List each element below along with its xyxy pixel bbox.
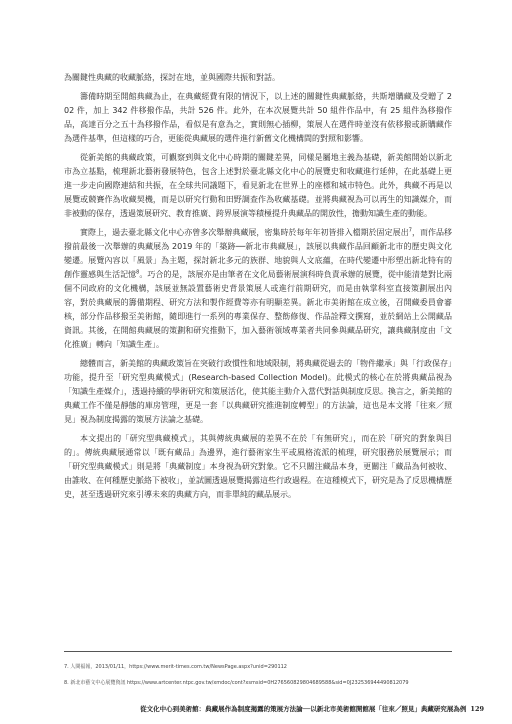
paragraph-4-part-c: 。巧合的是，該展亦是由筆者在文化局藝術展演科時負責承辦的展覽，從中能清楚對比兩個不同政府的文化機構，該展並無設置藝術史背景策展人或進行前期研究，而是由執掌科室直接策劃展出內容，對於典藏展的籌備期程、研究方法和製作經費等亦有明顯差異。新北市美術館在成立後，召開藏委員會審核，部分作品移撥至美術館，隨即進行一系列的專業保存、整飭修復、作品詮釋文撰寫，並於網站上公開藏品資訊。其後，在開館典藏展的策劃和研究推動下，加入藝術領域專業者共同參與藏品研究，讓典藏制度由「文化推廣」轉向「知識生產」。 bbox=[64, 270, 452, 349]
paragraph-3: 從新美館的典藏政策，可觀察到與文化中心時期的關鍵差異，同樣是屬地主義為基礎，新美館開始以新北市為立基點，梳理新北藝術發展特色，包含上述對於臺北縣文化中心的展覽史和收藏進行延伸，在此基礎上更進一步走向國際連結和共振，在全球共同議題下，看見新北在世界上的座標和城市特色。此外，典藏不再是以展覽或競賽作為收藏契機，而是以研究行動和田野調查作為收藏基礎。並將典藏視為可以再生的知識媒介，而非被動的保存，透過策展研究、教育推廣、跨界展演等積極提升典藏品的開放性，擔動知識生產的動能。 bbox=[64, 153, 452, 218]
paragraph-5: 總體而言，新美館的典藏政策旨在突破行政慣性和地域限制，將典藏從過去的「物件繼承」與「行政保存」功能，提升至「研究型典藏模式」(Research-based Collection Model)。此模式的核心在於將典藏品視為「知識生產媒介」，透過持續的學術研究和策展活化，使其能主動介入當代對話與制度反思。換言之，新美館的典藏工作不僅是靜態的庫房管理，更是一套「以典藏研究推進制度轉型」的方法論，這也是本文將「往來／照見」視為制度揭露的策展方法論之基礎。 bbox=[64, 359, 452, 424]
paragraph-4-part-b: ，而作品移撥前最後一次舉辦的典藏展為 2019 年的「築跡──新北市典藏展」，該展以典藏作品回顧新北市的歷史與文化變遷。展覽內容以「風景」為主題，探討新北多元的族群、地貌與人文底蘊，在時代變遷中形塑出新北特有的創作靈感與生活記憶 bbox=[64, 228, 453, 279]
paragraph-6: 本文提出的「研究型典藏模式」，其與傳統典藏展的差異不在於「有無研究」，而在於「研究的對象與目的」。傳統典藏展通常以「既有藏品」為邊界，進行藝術家生平或風格流派的梳理，研究服務於展覽展示；而「研究型典藏模式」則是將「典藏制度」本身視為研究對象。它不只關注藏品本身，更關注「藏品為何被收、由誰收、在何種歷史脈絡下被收」，並試圖透過展覽揭露這些行政過程。在這種模式下，研究是為了反思機構歷史，甚至透過研究來引導未來的典藏方向，而非單純的藏品展示。 bbox=[64, 434, 452, 499]
paragraph-4-part-a: 實際上，過去臺北縣文化中心亦曾多次舉辦典藏展，密集時於每年年初皆排入檔期於固定展出 bbox=[80, 228, 409, 237]
footnote-8: 8. 新北市藝文中心展覽資訊 https://www.artcenter.ntpc.gov.tw/xmdoc/cont?xsmsid=0H276560829804689588&sid=0J232536944490812079 bbox=[64, 680, 409, 686]
footnote-separator bbox=[64, 651, 452, 652]
paragraph-1: 為關鍵性典藏的收藏脈絡，探討在地，並與國際共振和對話。 bbox=[64, 73, 280, 82]
paragraph-2: 籌備時期至開館典藏為止，在典藏經費有限的情況下，以上述的關鍵性典藏脈絡，共斯增購藏及受贈了 202 件，加上 342 件移撥作品，共計 526 件。此外，在本次展覽共計 50 組件作品中，有 25 組件為移撥作品，高達百分之五十為移撥作品，看似是有意為之，實則無心插柳，策展人在選件時並沒有依移撥或新購藏作為選件基準，但這樣的巧合，更能從典藏展的選件進行新舊文化機構間的對照和影響。 bbox=[64, 92, 452, 143]
running-title: 從文化中心到美術館：典藏展作為制度揭露的策展方法論──以新北市美術館開館展「往來／照見」典藏研究展為例 bbox=[140, 705, 467, 713]
page-number: 129 bbox=[470, 705, 484, 713]
footnote-ref-7[interactable]: 7 bbox=[408, 227, 412, 234]
footnotes bbox=[64, 663, 464, 695]
footnote-ref-8[interactable]: 8 bbox=[136, 269, 140, 276]
running-footer bbox=[140, 704, 484, 713]
footnote-7: 7. 人間福報，2013/01/11，https://www.merit-times.com.tw/NewsPage.aspx?unid=290112 bbox=[64, 664, 287, 670]
paragraph-4 bbox=[64, 226, 452, 352]
article-body bbox=[64, 71, 452, 507]
